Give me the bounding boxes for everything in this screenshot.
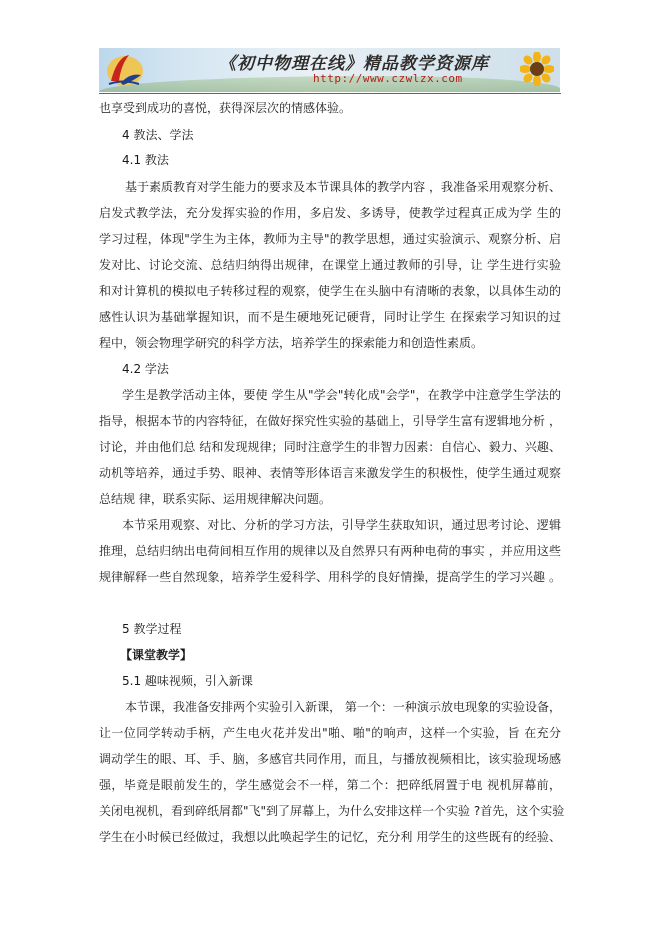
text-line: 本节采用观察、对比、分析的学习方法，引导学生获取知识，通过思考讨论、逻辑 — [122, 518, 561, 532]
sunflower-icon — [520, 52, 554, 86]
section-heading: 5 教学过程 — [122, 622, 182, 636]
text-line: 启发式教学法，充分发挥实验的作用，多启发、多诱导，使教学过程真正成为学 生的 — [99, 206, 561, 220]
subsection-heading: 4.1 教法 — [122, 153, 169, 167]
text-line: 学生是教学活动主体，要使 学生从"学会"转化成"会学"，在教学中注意学生学法的 — [122, 388, 561, 402]
text-line: 强，毕竟是眼前发生的，学生感觉会不一样，第二个：把碎纸屑置于电 视机屏幕前， — [99, 778, 561, 792]
subsection-heading: 4.2 学法 — [122, 362, 169, 376]
text-line: 推理，总结归纳出电荷间相互作用的规律以及自然界只有两种电荷的事实 ，并应用这些 — [99, 544, 561, 558]
site-title: 《初中物理在线》精品教学资源库 — [219, 54, 489, 74]
text-line: 发对比、讨论交流、总结归纳得出规律，在课堂上通过教师的引导，让 学生进行实验 — [99, 258, 561, 272]
text-line: 基于素质教育对学生能力的要求及本节课具体的教学内容 ，我准备采用观察分析、 — [125, 180, 561, 194]
text-line: 规律解释一些自然现象，培养学生爱科学、用科学的良好情操，提高学生的学习兴趣 。 — [99, 570, 561, 584]
subsection-heading: 5.1 趣味视频，引入新课 — [122, 674, 253, 688]
text-line: 和对计算机的模拟电子转移过程的观察，使学生在头脑中有清晰的表象，以具体生动的 — [99, 284, 561, 298]
header-banner — [99, 48, 560, 92]
text-line: 总结规 律，联系实际、运用规律解决问题。 — [99, 492, 331, 506]
text-line: 学习过程，体现"学生为主体，教师为主导"的教学思想，通过实验演示、观察分析、启 — [99, 232, 561, 246]
text-line: 讨论，并由他们总 结和发现规律；同时注意学生的非智力因素：自信心、毅力、兴趣、 — [99, 440, 561, 454]
text-line: 动机等培养，通过手势、眼神、表情等形体语言来激发学生的积极性，使学生通过观察 — [99, 466, 561, 480]
text-line: 程中，领会物理学研究的科学方法，培养学生的探索能力和创造性素质。 — [99, 336, 484, 350]
text-line: 感性认识为基础掌握知识，而不是生硬地死记硬背，同时让学生 在探索学习知识的过 — [99, 310, 561, 324]
header-divider — [99, 93, 561, 94]
site-logo-icon — [103, 51, 145, 89]
text-line: 关闭电视机，看到碎纸屑都"飞"到了屏幕上，为什么安排这样一个实验 ?首先，这个实验 — [99, 804, 565, 818]
section-heading: 4 教法、学法 — [122, 128, 194, 142]
section-label: 【课堂教学】 — [120, 648, 193, 662]
text-line: 也享受到成功的喜悦，获得深层次的情感体验。 — [99, 101, 352, 115]
text-line: 学生在小时候已经做过，我想以此唤起学生的记忆，充分利 用学生的这些既有的经验、 — [99, 830, 561, 844]
text-line: 调动学生的眼、耳、手、脑，多感官共同作用，而且，与播放视频相比，该实验现场感 — [99, 752, 561, 766]
site-url: http://www.czwlzx.com — [313, 72, 463, 85]
text-line: 本节课，我准备安排两个实验引入新课， 第一个：一种演示放电现象的实验设备， — [125, 700, 561, 714]
text-line: 指导，根据本节的内容特征，在做好探究性实验的基础上，引导学生富有逻辑地分析 ， — [99, 414, 561, 428]
text-line: 让一位同学转动手柄，产生电火花并发出"啪、啪"的响声，这样一个实验，旨 在充分 — [99, 726, 561, 740]
